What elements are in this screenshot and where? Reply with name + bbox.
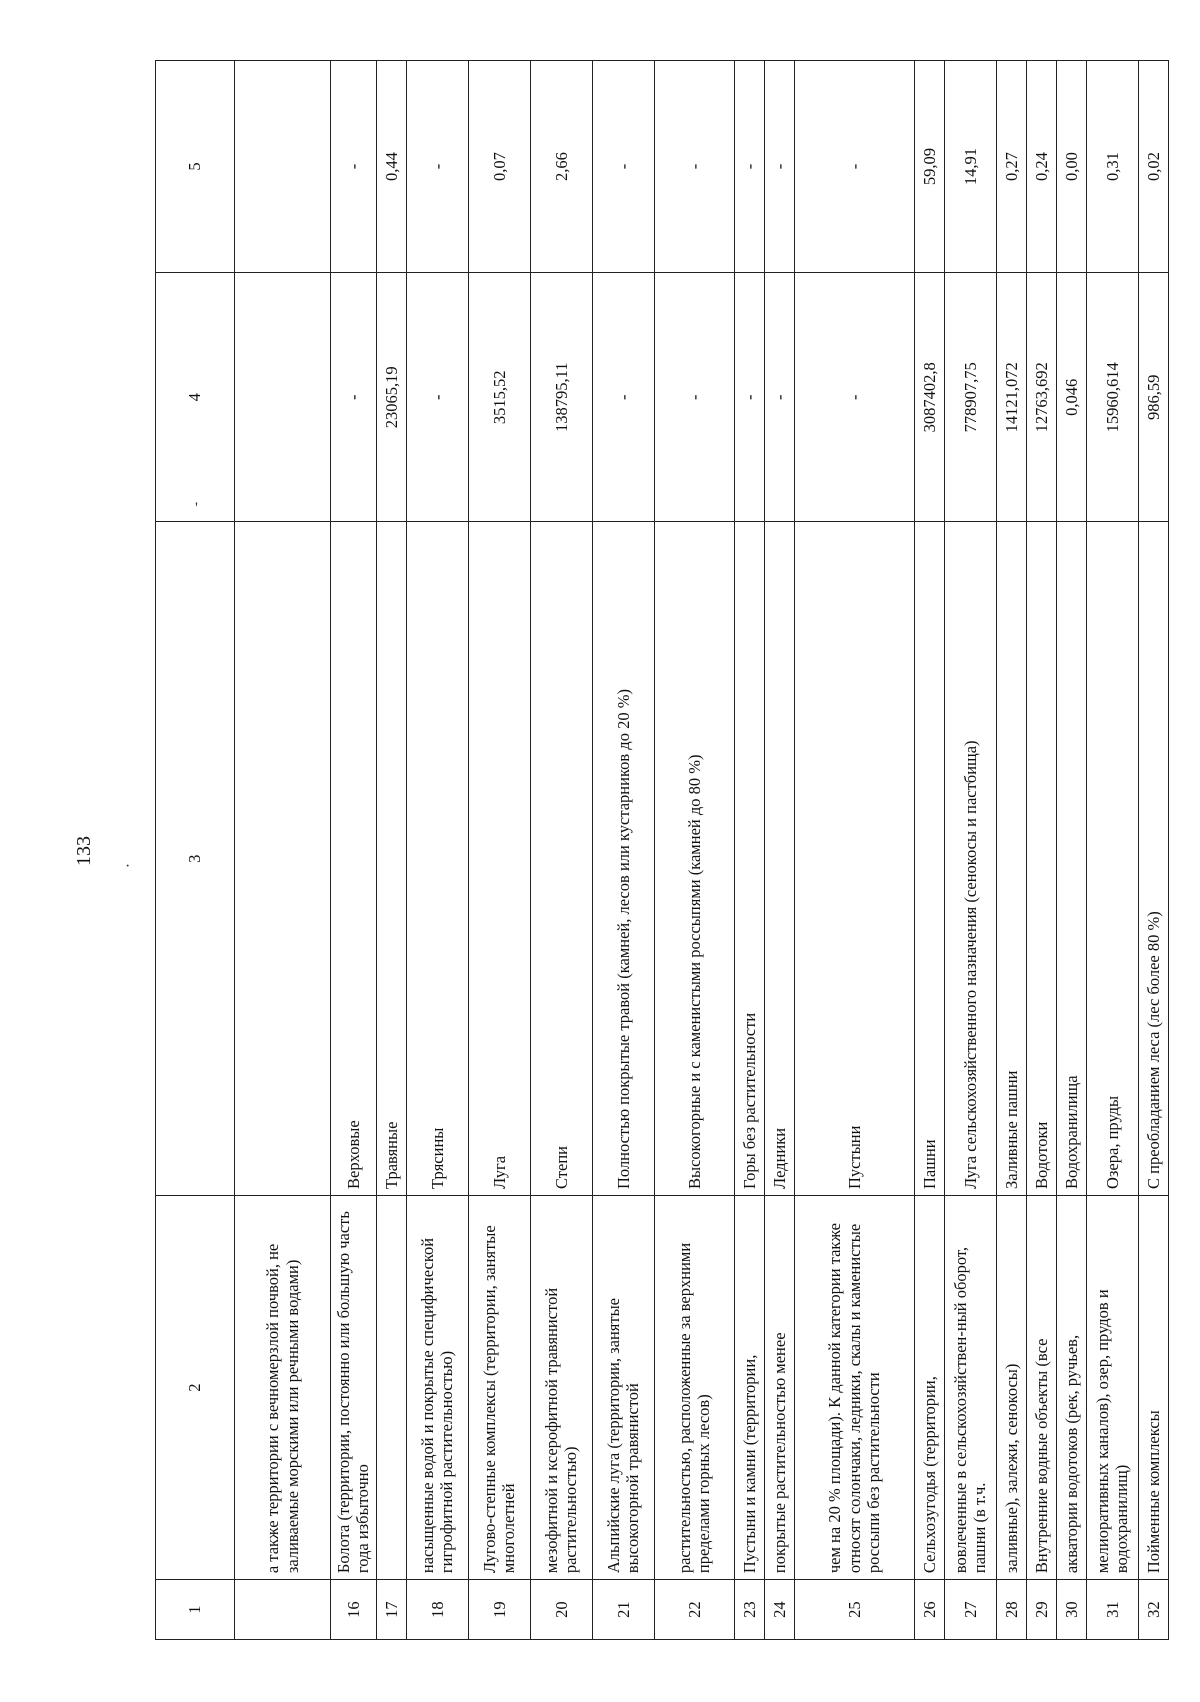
header-cell: 5 [156,61,235,273]
table-row [468,61,530,1640]
table-cell-share: 0,44 [376,61,406,273]
table-cell-area: - [331,273,377,522]
header-cell: 3 [156,522,235,1196]
table-row [1026,61,1056,1640]
table-cell-cat: Внутренние водные объекты (все [1026,1196,1056,1580]
table-row [235,61,331,1640]
header-cell: 2 [156,1196,235,1580]
table-cell-share: 0,24 [1026,61,1056,273]
table-cell-num: 16 [331,1580,377,1640]
table-row [794,61,914,1640]
table-cell-num: 28 [996,1580,1026,1640]
table-cell-area: - [592,273,654,522]
table-cell-cat: Пустыни и камни (территории, [734,1196,764,1580]
table-cell-area: 986,59 [1138,273,1168,522]
table-cell-area: 138795,11 [530,273,592,522]
table-cell-num: 21 [592,1580,654,1640]
table-cell-num: 23 [734,1580,764,1640]
table-cell-cat: Альпийские луга (территории, занятые высокогорной травянистой [592,1196,654,1580]
table-row [1138,61,1168,1640]
table-cell-share: 0,02 [1138,61,1168,273]
table-cell-num: 20 [530,1580,592,1640]
table-cell-num: 17 [376,1580,406,1640]
table-cell-num: 25 [794,1580,914,1640]
table-cell-num: 22 [654,1580,734,1640]
table-cell-cat: Болота (территории, постоянно или большую часть года избыточно [331,1196,377,1580]
table-cell-cat: а также территории с вечномерзлой почвой, не заливаемые морскими или речными водами) [235,1196,331,1580]
rotated-table-area [155,40,1163,1670]
table-cell-share: 0,27 [996,61,1026,273]
table-row [914,61,944,1640]
table-cell-area: - [734,273,764,522]
table-cell-cat: Сельхозугодья (территории, [914,1196,944,1580]
table-cell-share: 2,66 [530,61,592,273]
page-number: 133 [73,836,95,866]
table-cell-share: 59,09 [914,61,944,273]
table-cell-share: - [331,61,377,273]
table-cell-sub: Трясины [406,522,468,1196]
table-cell-area: - [764,273,794,522]
scan-speck: ' [195,500,198,517]
table-row [944,61,996,1640]
scan-speck: · [125,858,131,875]
table-cell-share: - [794,61,914,273]
table-cell-area: 778907,75 [944,273,996,522]
table-cell-sub: Водохранилища [1056,522,1086,1196]
table-cell-sub: Луга [468,522,530,1196]
table-cell-sub: Степи [530,522,592,1196]
table-cell-sub: Пустыни [794,522,914,1196]
table-cell-share: 0,07 [468,61,530,273]
table-cell-num: 19 [468,1580,530,1640]
table-cell-share: 14,91 [944,61,996,273]
table-cell-num: 26 [914,1580,944,1640]
table-cell-sub: Высокогорные и с каменистыми россыпями (камней до 80 %) [654,522,734,1196]
table-cell-share: - [592,61,654,273]
table-row [996,61,1026,1640]
table-cell-cat: Пойменные комплексы [1138,1196,1168,1580]
table-cell-cat: мезофитной и ксерофитной травянистой растительностью) [530,1196,592,1580]
table-cell-sub: Полностью покрытые травой (камней, лесов или кустарников до 20 %) [592,522,654,1196]
table-cell-num: 29 [1026,1580,1056,1640]
table-cell-sub: Водотоки [1026,522,1056,1196]
table-cell-sub [235,522,331,1196]
header-cell: 1 [156,1580,235,1640]
table-cell-sub: Пашни [914,522,944,1196]
table-row [734,61,764,1640]
table-cell-num: 30 [1056,1580,1086,1640]
table-cell-cat: чем на 20 % площади). К данной категории также относят солончаки, ледники, скалы и каменистые россыпи без растительности [794,1196,914,1580]
table-cell-cat: растительностью, расположенные за верхними пределами горных лесов) [654,1196,734,1580]
table-cell-area: 14121,072 [996,273,1026,522]
table-cell-num: 27 [944,1580,996,1640]
table-row [764,61,794,1640]
table-cell-sub: Луга сельскохозяйственного назначения (сенокосы и пастбища) [944,522,996,1196]
table-cell-num: 18 [406,1580,468,1640]
table-cell-sub: Горы без растительности [734,522,764,1196]
table-cell-cat: покрытые растительностью менее [764,1196,794,1580]
table-row [530,61,592,1640]
table-cell-num [235,1580,331,1640]
table-cell-sub: Заливные пашни [996,522,1026,1196]
table-cell-area: - [654,273,734,522]
table-cell-share: - [406,61,468,273]
table-cell-area: 12763,692 [1026,273,1056,522]
table-row [592,61,654,1640]
table-cell-area: 23065,19 [376,273,406,522]
table-cell-cat: Лугово-степные комплексы (территории, занятые многолетней [468,1196,530,1580]
header-cell: 4 [156,273,235,522]
table-row [376,61,406,1640]
table-row [1056,61,1086,1640]
table-cell-num: 31 [1086,1580,1138,1640]
table-cell-cat: заливные), залежи, сенокосы) [996,1196,1026,1580]
table-cell-cat [376,1196,406,1580]
table-cell-share: 0,00 [1056,61,1086,273]
table-row [1086,61,1138,1640]
table-cell-num: 24 [764,1580,794,1640]
table-cell-area: - [794,273,914,522]
table-cell-sub: Травяные [376,522,406,1196]
table-cell-area: 0,046 [1056,273,1086,522]
table-cell-cat: акватории водотоков (рек, ручьев, [1056,1196,1086,1580]
table-cell-share: 0,31 [1086,61,1138,273]
table-cell-cat: мелиоративных каналов), озер, прудов и водохранилищ) [1086,1196,1138,1580]
table-cell-share [235,61,331,273]
table-cell-area: - [406,273,468,522]
table-row [331,61,377,1640]
land-cover-table [155,60,1169,1640]
table-cell-area [235,273,331,522]
table-cell-area: 3087402,8 [914,273,944,522]
table-cell-num: 32 [1138,1580,1168,1640]
table-cell-sub: Озера, пруды [1086,522,1138,1196]
table-cell-sub: Верховые [331,522,377,1196]
table-row [654,61,734,1640]
table-cell-cat: насыщенные водой и покрытые специфической гигрофитной растительностью) [406,1196,468,1580]
table-cell-area: 3515,52 [468,273,530,522]
table-cell-sub: Ледники [764,522,794,1196]
table-row [406,61,468,1640]
table-cell-area: 15960,614 [1086,273,1138,522]
table-cell-sub: С преобладанием леса (лес более 80 %) [1138,522,1168,1196]
header-row [156,61,235,1640]
table-cell-share: - [734,61,764,273]
table-cell-cat: вовлеченные в сельскохозяйствен-ный оборот, пашни (в т.ч. [944,1196,996,1580]
table-cell-share: - [764,61,794,273]
table-cell-share: - [654,61,734,273]
